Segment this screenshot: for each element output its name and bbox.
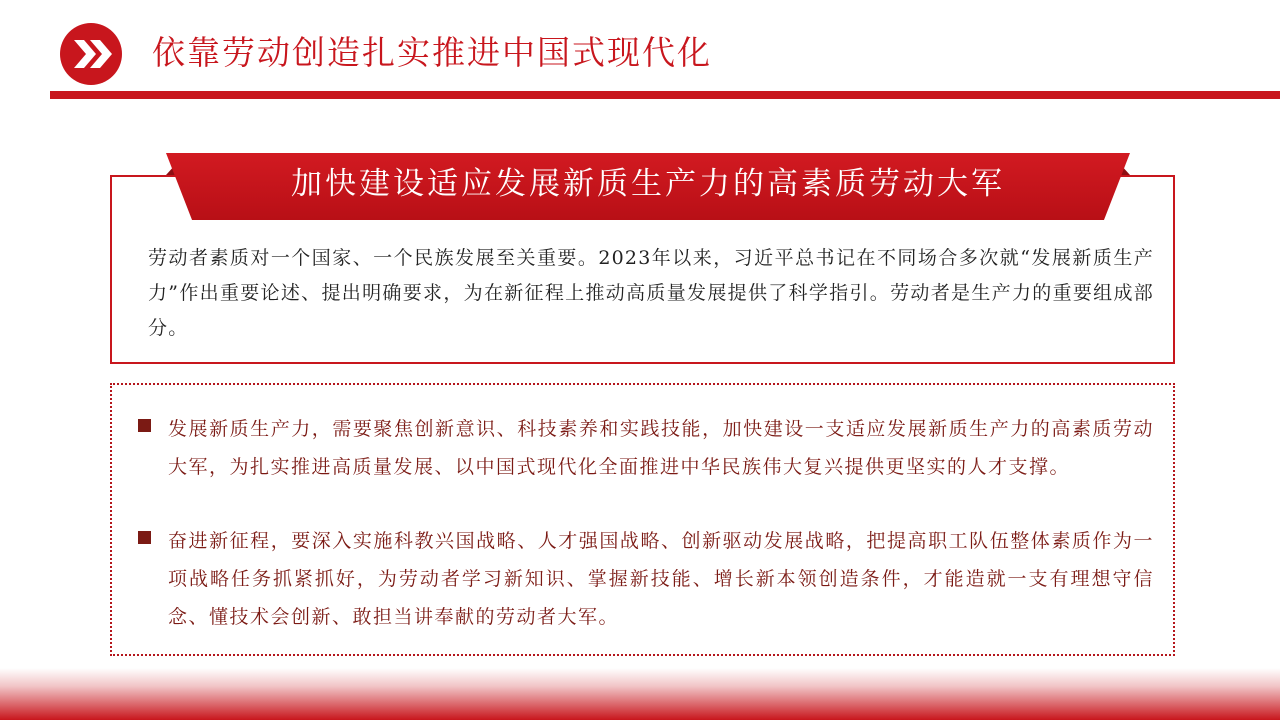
section-banner-title: 加快建设适应发展新质生产力的高素质劳动大军	[291, 166, 1005, 202]
list-item-text: 发展新质生产力，需要聚焦创新意识、科技素养和实践技能，加快建设一支适应发展新质生产力的高素质劳动大军，为扎实推进高质量发展、以中国式现代化全面推进中华民族伟大复兴提供更坚实的人才支撑。	[168, 418, 1154, 478]
double-chevron-right-icon	[60, 23, 122, 85]
page-title: 依靠劳动创造扎实推进中国式现代化	[152, 33, 712, 72]
square-bullet-icon	[138, 419, 151, 432]
header-divider	[50, 91, 1280, 99]
intro-paragraph: 劳动者素质对一个国家、一个民族发展至关重要。2023年以来，习近平总书记在不同场合多次就“发展新质生产力”作出重要论述、提出明确要求，为在新征程上推动高质量发展提供了科学指引。劳动者是生产力的重要组成部分。	[148, 247, 1154, 339]
square-bullet-icon	[138, 531, 151, 544]
footer-gradient-band	[0, 668, 1280, 720]
list-item-text: 奋进新征程，要深入实施科教兴国战略、人才强国战略、创新驱动发展战略，把提高职工队伍整体素质作为一项战略任务抓紧抓好，为劳动者学习新知识、掌握新技能、增长新本领创造条件，才能造就一支有理想守信念、懂技术会创新、敢担当讲奉献的劳动者大军。	[168, 530, 1154, 628]
